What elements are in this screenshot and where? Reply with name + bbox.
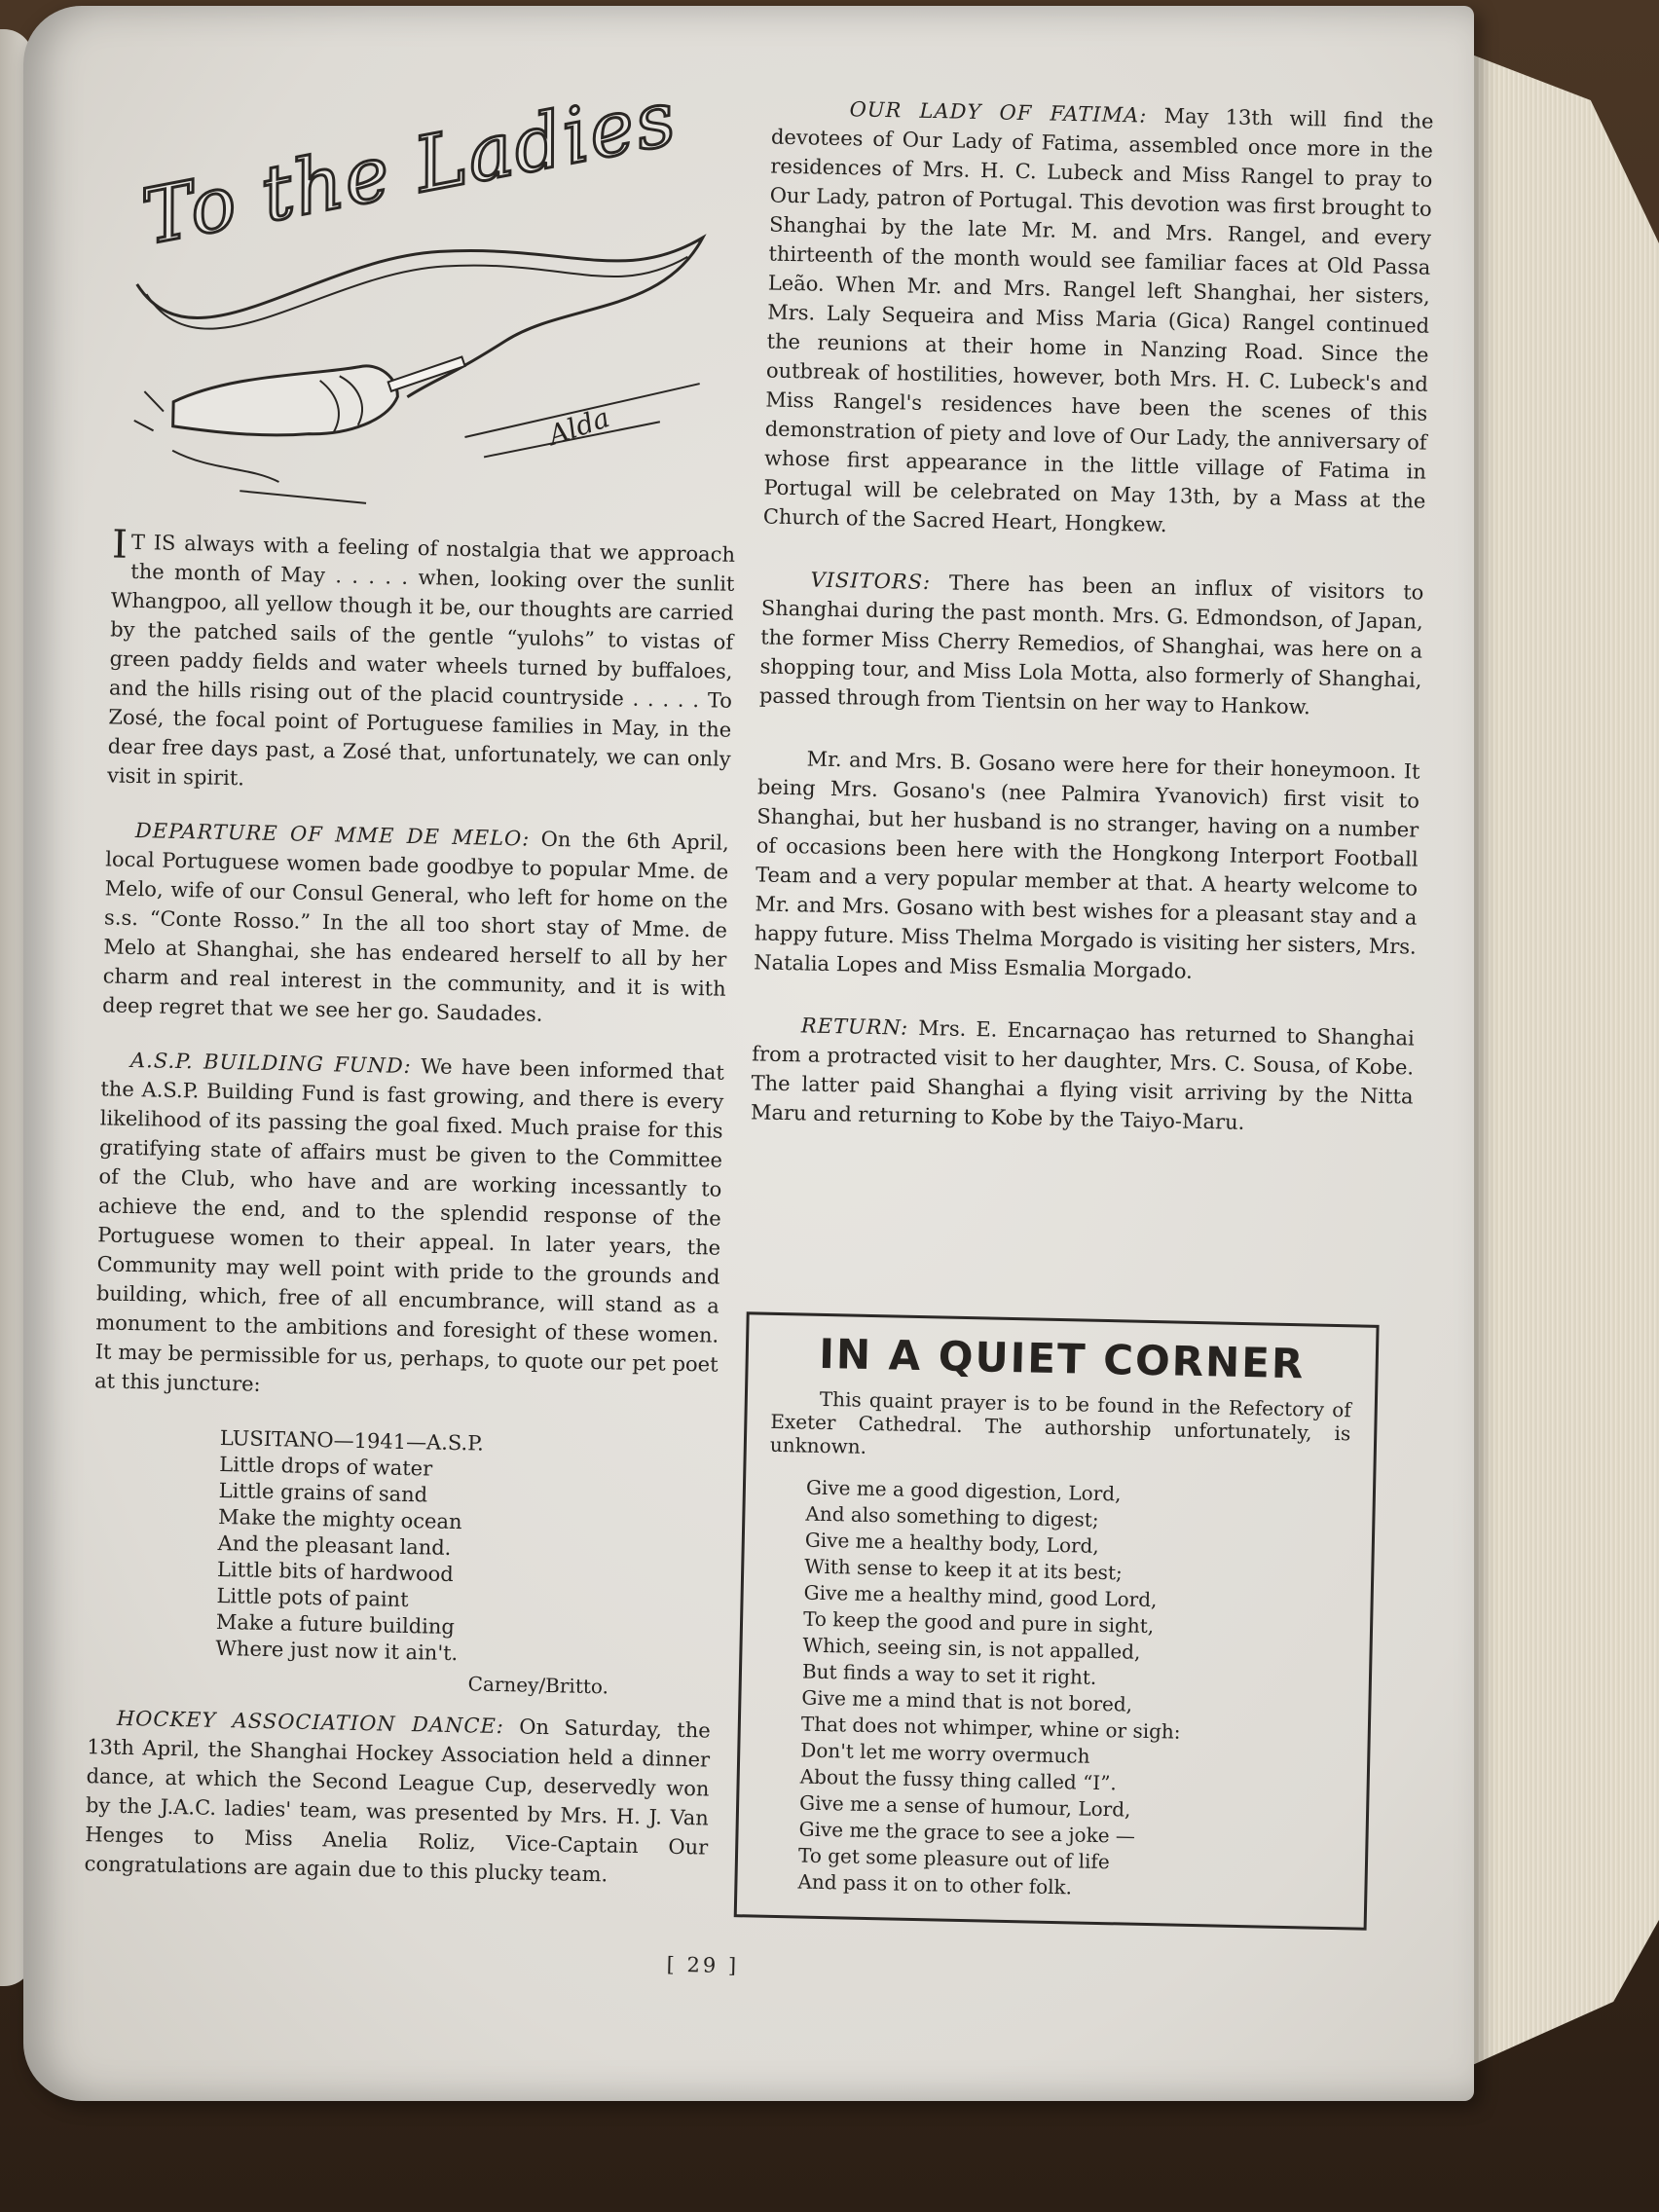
poem-line: Little bits of hardwood <box>216 1557 454 1587</box>
page-content <box>81 74 1485 2055</box>
prayer-line: That does not whimper, whine or sigh: <box>800 1712 1181 1744</box>
intro-dropcap: I <box>111 522 129 568</box>
prayer-line: To get some pleasure out of life <box>797 1843 1110 1874</box>
hockey-heading: HOCKEY ASSOCIATION DANCE: <box>116 1706 505 1739</box>
masthead-title: To the Ladies <box>135 74 684 263</box>
poem-credit: Carney/Britto. <box>467 1672 609 1699</box>
poem-line: Little drops of water <box>219 1452 433 1481</box>
prayer-line: Which, seeing sin, is not appalled, <box>802 1633 1141 1664</box>
poem-line: Little grains of sand <box>218 1478 428 1507</box>
poem-line: Little pots of paint <box>216 1583 409 1612</box>
poem-line: Make a future building <box>215 1609 456 1640</box>
prayer-line: Give me a healthy mind, good Lord, <box>803 1580 1158 1612</box>
visitors-item <box>759 564 1424 723</box>
prayer-line: Don't let me worry overmuch <box>800 1738 1090 1768</box>
quiet-corner-intro: This quaint prayer is to be found in the Refectory of Exeter Cathedral. The authorship unfortunately, is unknown. <box>769 1386 1352 1458</box>
magazine-page <box>23 6 1474 2101</box>
prayer-line: Give me a sense of humour, Lord, <box>798 1790 1131 1822</box>
poem-title: LUSITANO—1941—A.S.P. <box>219 1425 485 1456</box>
prayer-line: And also something to digest; <box>805 1501 1099 1531</box>
prayer-line: Give me a good digestion, Lord, <box>805 1475 1122 1506</box>
building-fund-item <box>94 1045 724 1408</box>
return-text: Mrs. E. Encarnaçao has returned to Shanghai from a protracted visit to her daughter, Mrs. C. Sousa, of Kobe. The latter paid Shanghai a flying visit arriving by the Nitta Maru and returning to Kobe by the Taiyo-Maru. <box>750 1015 1416 1134</box>
prayer-line: But finds a way to set it right. <box>801 1659 1097 1689</box>
departure-item <box>102 815 729 1032</box>
intro-text: T IS always with a feeling of nostalgia that we approach the month of May . . . . . when, looking over the sunlit Whangpoo, all yellow though it be, our thoughts are carried by the patched sails of the gentle “yulohs” to vistas of green paddy fields and water wheels turned by buffaloes, and the hills rising out of the placid countryside . . . . . To Zosé, the focal point of Portuguese families in May, in the dear free days past, a Zosé that, unfortunately, we can only visit in spirit. <box>106 530 736 791</box>
artist-signature: Alda <box>544 401 614 452</box>
left-column <box>84 74 745 1892</box>
poem-line: Make the mighty ocean <box>217 1504 462 1534</box>
prayer-line: To keep the good and pure in sight, <box>802 1606 1155 1639</box>
poem-line: And the pleasant land. <box>217 1530 452 1560</box>
building-fund-text: We have been informed that the A.S.P. Building Fund is fast growing, and there is every likelihood of its passing the goal fixed. Much praise for this gratifying state of affairs must be given to the Committee of the Club, who have and are working incessantly to achieve the end, and to the splendid response of the Portuguese women to their appeal. In later years, the Community may well point with pride to the grounds and building, which, free of all encumbrance, will stand as a monument to the ambitions and foresight of these women. It may be permissible for us, perhaps, to quote our pet poet at this juncture: <box>93 1054 725 1396</box>
visitors-heading: VISITORS: <box>810 568 932 595</box>
building-fund-heading: A.S.P. BUILDING FUND: <box>129 1048 413 1079</box>
prayer-line: About the fussy thing called “I”. <box>799 1764 1118 1795</box>
quiet-corner-title: IN A QUIET CORNER <box>818 1329 1306 1388</box>
gosano-text: Mr. and Mrs. B. Gosano were here for their honeymoon. It being Mrs. Gosano's (nee Palmira Yvanovich) first visit to Shanghai, but her husband is no stranger, having on a number of occasions been here with the Hongkong Interport Football Team and a very popular member at that. A hearty welcome to Mr. and Mrs. Gosano with best wishes for a pleasant stay and a happy future. Miss Thelma Morgado is visiting her sisters, Mrs. Natalia Lopes and Miss Esmalia Morgado. <box>753 747 1420 983</box>
quiet-corner-box <box>734 1311 1380 1930</box>
fatima-text: May 13th will find the devotees of Our Lady of Fatima, assembled once more in the residences of Mrs. H. C. Lubeck and Miss Rangel to pray to Our Lady, patron of Portugal. This devotion was first brought to Shanghai by the late Mr. M. and Mrs. Rangel, and every thirteenth of the month would see familiar faces at Old Passa Leão. When Mr. and Mrs. Rangel left Shanghai, her sisters, Mrs. Laly Sequeira and Miss Maria (Gica) Rangel continued the reunions at their home in Nanzing Road. Since the outbreak of hostilities, however, both Mrs. H. C. Lubeck's and Miss Rangel's residences have been the scenes of this demonstration of piety and love of Our Lady, the anniversary of whose first appearance in the little village of Fatima in Portugal will be celebrated on May 13th, by a Mass at the Church of the Sacred Heart, Hongkew. <box>762 103 1434 537</box>
masthead-illustration <box>112 74 744 540</box>
lusitano-poem <box>214 1425 717 1703</box>
poem-line: Where just now it ain't. <box>215 1636 459 1666</box>
hockey-item <box>84 1703 711 1891</box>
prayer-line: Give me the grace to see a joke — <box>798 1817 1136 1848</box>
return-item <box>751 1010 1415 1140</box>
exeter-prayer <box>797 1475 1349 1907</box>
return-heading: RETURN: <box>800 1014 909 1040</box>
prayer-line: Give me a mind that is not bored, <box>801 1685 1133 1716</box>
fatima-item <box>763 93 1434 545</box>
page-number: [ 29 ] <box>666 1952 740 1978</box>
hockey-text: On Saturday, the 13th April, the Shanghai Hockey Association held a dinner dance, at which the Second League Cup, deservedly won by the J.A.C. ladies' team, was presented by Mrs. H. J. Van Henges to Miss Anelia Roliz, Vice-Captain Our congratulations are again due to this plucky team. <box>84 1714 711 1887</box>
visitors-text: There has been an influx of visitors to Shanghai during the past month. Mrs. G. Edmondson, of Japan, the former Miss Cherry Remedios, of Shanghai, was here on a shopping tour, and Miss Lola Motta, also formerly of Shanghai, passed through from Tientsin on her way to Hankow. <box>758 571 1424 719</box>
prayer-line: And pass it on to other folk. <box>797 1869 1073 1899</box>
intro-paragraph <box>106 522 736 802</box>
prayer-line: With sense to keep it at its best; <box>804 1554 1123 1585</box>
prayer-line: Give me a healthy body, Lord, <box>804 1528 1099 1558</box>
departure-heading: DEPARTURE OF MME DE MELO: <box>134 819 531 851</box>
right-column <box>750 93 1434 1899</box>
gosano-item <box>754 743 1420 990</box>
departure-text: On the 6th April, local Portuguese women bade goodbye to popular Mme. de Melo, wife of our Consul General, who left for home on the s.s. “Conte Rosso.” In the all too short stay of Mme. de Melo at Shanghai, she has endeared herself to all by her charm and real interest in the community, and it is with deep regret that we see her go. Saudades. <box>101 827 730 1026</box>
fatima-heading: OUR LADY OF FATIMA: <box>849 97 1148 128</box>
